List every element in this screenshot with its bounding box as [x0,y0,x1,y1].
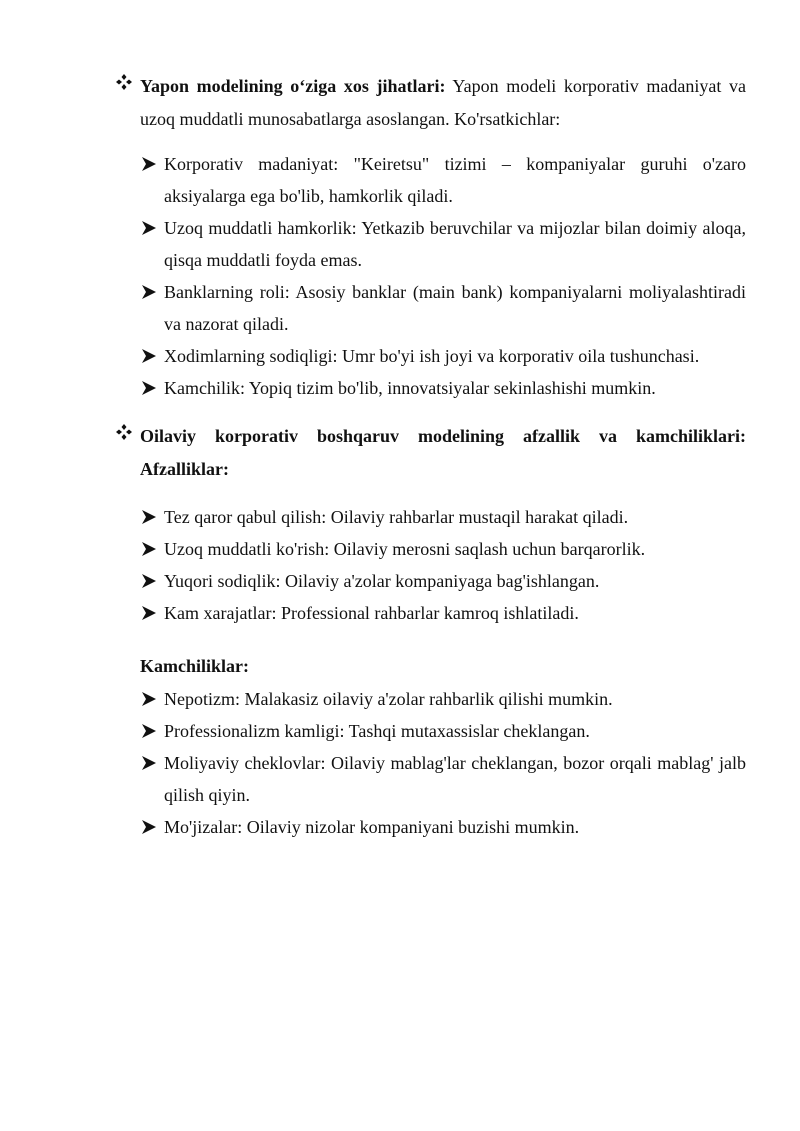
disadvantages-heading: Kamchiliklar: [140,656,249,676]
section-japanese-model [110,70,746,404]
arrowhead-bullet-icon [141,156,157,172]
arrowhead-bullet-icon [141,755,157,771]
list-item [140,597,746,629]
list-item-text: Nepotizm: Malakasiz oilaviy a'zolar rahbarlik qilishi mumkin. [164,689,613,709]
list-item-text: Kamchilik: Yopiq tizim bo'lib, innovatsiyalar sekinlashishi mumkin. [164,378,656,398]
list-item-text: Professionalizm kamligi: Tashqi mutaxassislar cheklangan. [164,721,590,741]
arrowhead-bullet-icon [141,541,157,557]
list-item [140,212,746,276]
list-item [140,747,746,811]
list-item [140,565,746,597]
arrowhead-bullet-icon [141,573,157,589]
arrowhead-bullet-icon [141,380,157,396]
arrowhead-bullet-icon [141,723,157,739]
list-item [140,148,746,212]
japanese-model-list [140,148,746,404]
list-item [140,715,746,747]
four-diamond-bullet-icon [116,424,132,440]
list-item-text: Yuqori sodiqlik: Oilaviy a'zolar kompaniyaga bag'ishlangan. [164,571,600,591]
list-item-text: Mo'jizalar: Oilaviy nizolar kompaniyani buzishi mumkin. [164,817,580,837]
list-item [140,340,746,372]
section-family-model [110,420,746,843]
disadvantages-list [140,683,746,843]
arrowhead-bullet-icon [141,284,157,300]
arrowhead-bullet-icon [141,220,157,236]
advantages-list [140,501,746,629]
section-japanese-model-paragraph [140,70,746,136]
arrowhead-bullet-icon [141,348,157,364]
list-item [140,276,746,340]
document-content [110,70,746,843]
list-item [140,501,746,533]
section-intro: Yapon modeli korporativ madaniyat va uzoq muddatli munosabatlarga asoslangan. Ko'rsatkichlar: [140,76,746,129]
arrowhead-bullet-icon [141,819,157,835]
list-item-text: Korporativ madaniyat: "Keiretsu" tizimi – kompaniyalar guruhi o'zaro aksiyalarga ega bo'lib, hamkorlik qiladi. [164,154,746,206]
list-item-text: Moliyaviy cheklovlar: Oilaviy mablag'lar cheklangan, bozor orqali mablag' jalb qilish qiyin. [164,753,746,805]
list-item-text: Banklarning roli: Asosiy banklar (main bank) kompaniyalarni moliyalashtiradi va nazorat qiladi. [164,282,746,334]
list-item-text: Kam xarajatlar: Professional rahbarlar kamroq ishlatiladi. [164,603,579,623]
list-item [140,372,746,404]
list-item-text: Uzoq muddatli hamkorlik: Yetkazib beruvchilar va mijozlar bilan doimiy aloqa, qisqa muddatli foyda emas. [164,218,746,270]
arrowhead-bullet-icon [141,605,157,621]
four-diamond-bullet-icon [116,74,132,90]
list-item [140,811,746,843]
section-family-model-title [140,420,746,486]
arrowhead-bullet-icon [141,509,157,525]
list-item-text: Uzoq muddatli ko'rish: Oilaviy merosni saqlash uchun barqarorlik. [164,539,646,559]
section-title: Oilaviy korporativ boshqaruv modelining afzallik va kamchiliklari: Afzalliklar: [140,426,746,479]
arrowhead-bullet-icon [141,691,157,707]
list-item-text: Xodimlarning sodiqligi: Umr bo'yi ish joyi va korporativ oila tushunchasi. [164,346,700,366]
section-title: Yapon modelining o‘ziga xos jihatlari: [140,76,446,96]
list-item-text: Tez qaror qabul qilish: Oilaviy rahbarlar mustaqil harakat qiladi. [164,507,629,527]
list-item [140,683,746,715]
list-item [140,533,746,565]
